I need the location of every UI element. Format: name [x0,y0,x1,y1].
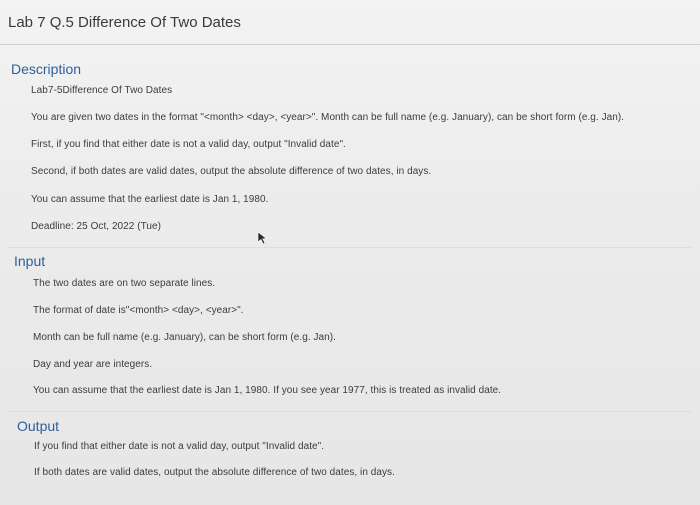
output-heading: Output [17,418,60,434]
description-heading: Description [11,61,82,77]
input-line: The format of date is"<month> <day>, <year>". [33,305,244,316]
output-line: If you find that either date is not a valid day, output "Invalid date". [34,441,325,452]
title-divider [0,44,700,45]
section-divider [8,247,692,248]
input-heading: Input [14,253,46,269]
description-line: You are given two dates in the format "<month> <day>, <year>". Month can be full name (e.g. January), can be short form (e.g. Jan). [31,112,625,123]
input-line: You can assume that the earliest date is Jan 1, 1980. If you see year 1977, this is treated as invalid date. [33,385,502,396]
input-line: Month can be full name (e.g. January), can be short form (e.g. Jan). [33,332,336,343]
description-line: Second, if both dates are valid dates, output the absolute difference of two dates, in days. [31,166,432,177]
description-line: First, if you find that either date is not a valid day, output "Invalid date". [31,139,346,150]
deadline-text: Deadline: 25 Oct, 2022 (Tue) [31,221,161,232]
page-title: Lab 7 Q.5 Difference Of Two Dates [8,14,241,31]
description-subtitle: Lab7-5Difference Of Two Dates [31,85,173,96]
input-line: The two dates are on two separate lines. [33,278,216,289]
section-divider [8,411,692,412]
description-line: You can assume that the earliest date is Jan 1, 1980. [31,194,269,205]
mouse-pointer-icon [257,231,269,245]
output-line: If both dates are valid dates, output the absolute difference of two dates, in days. [34,467,395,478]
input-line: Day and year are integers. [33,359,153,370]
